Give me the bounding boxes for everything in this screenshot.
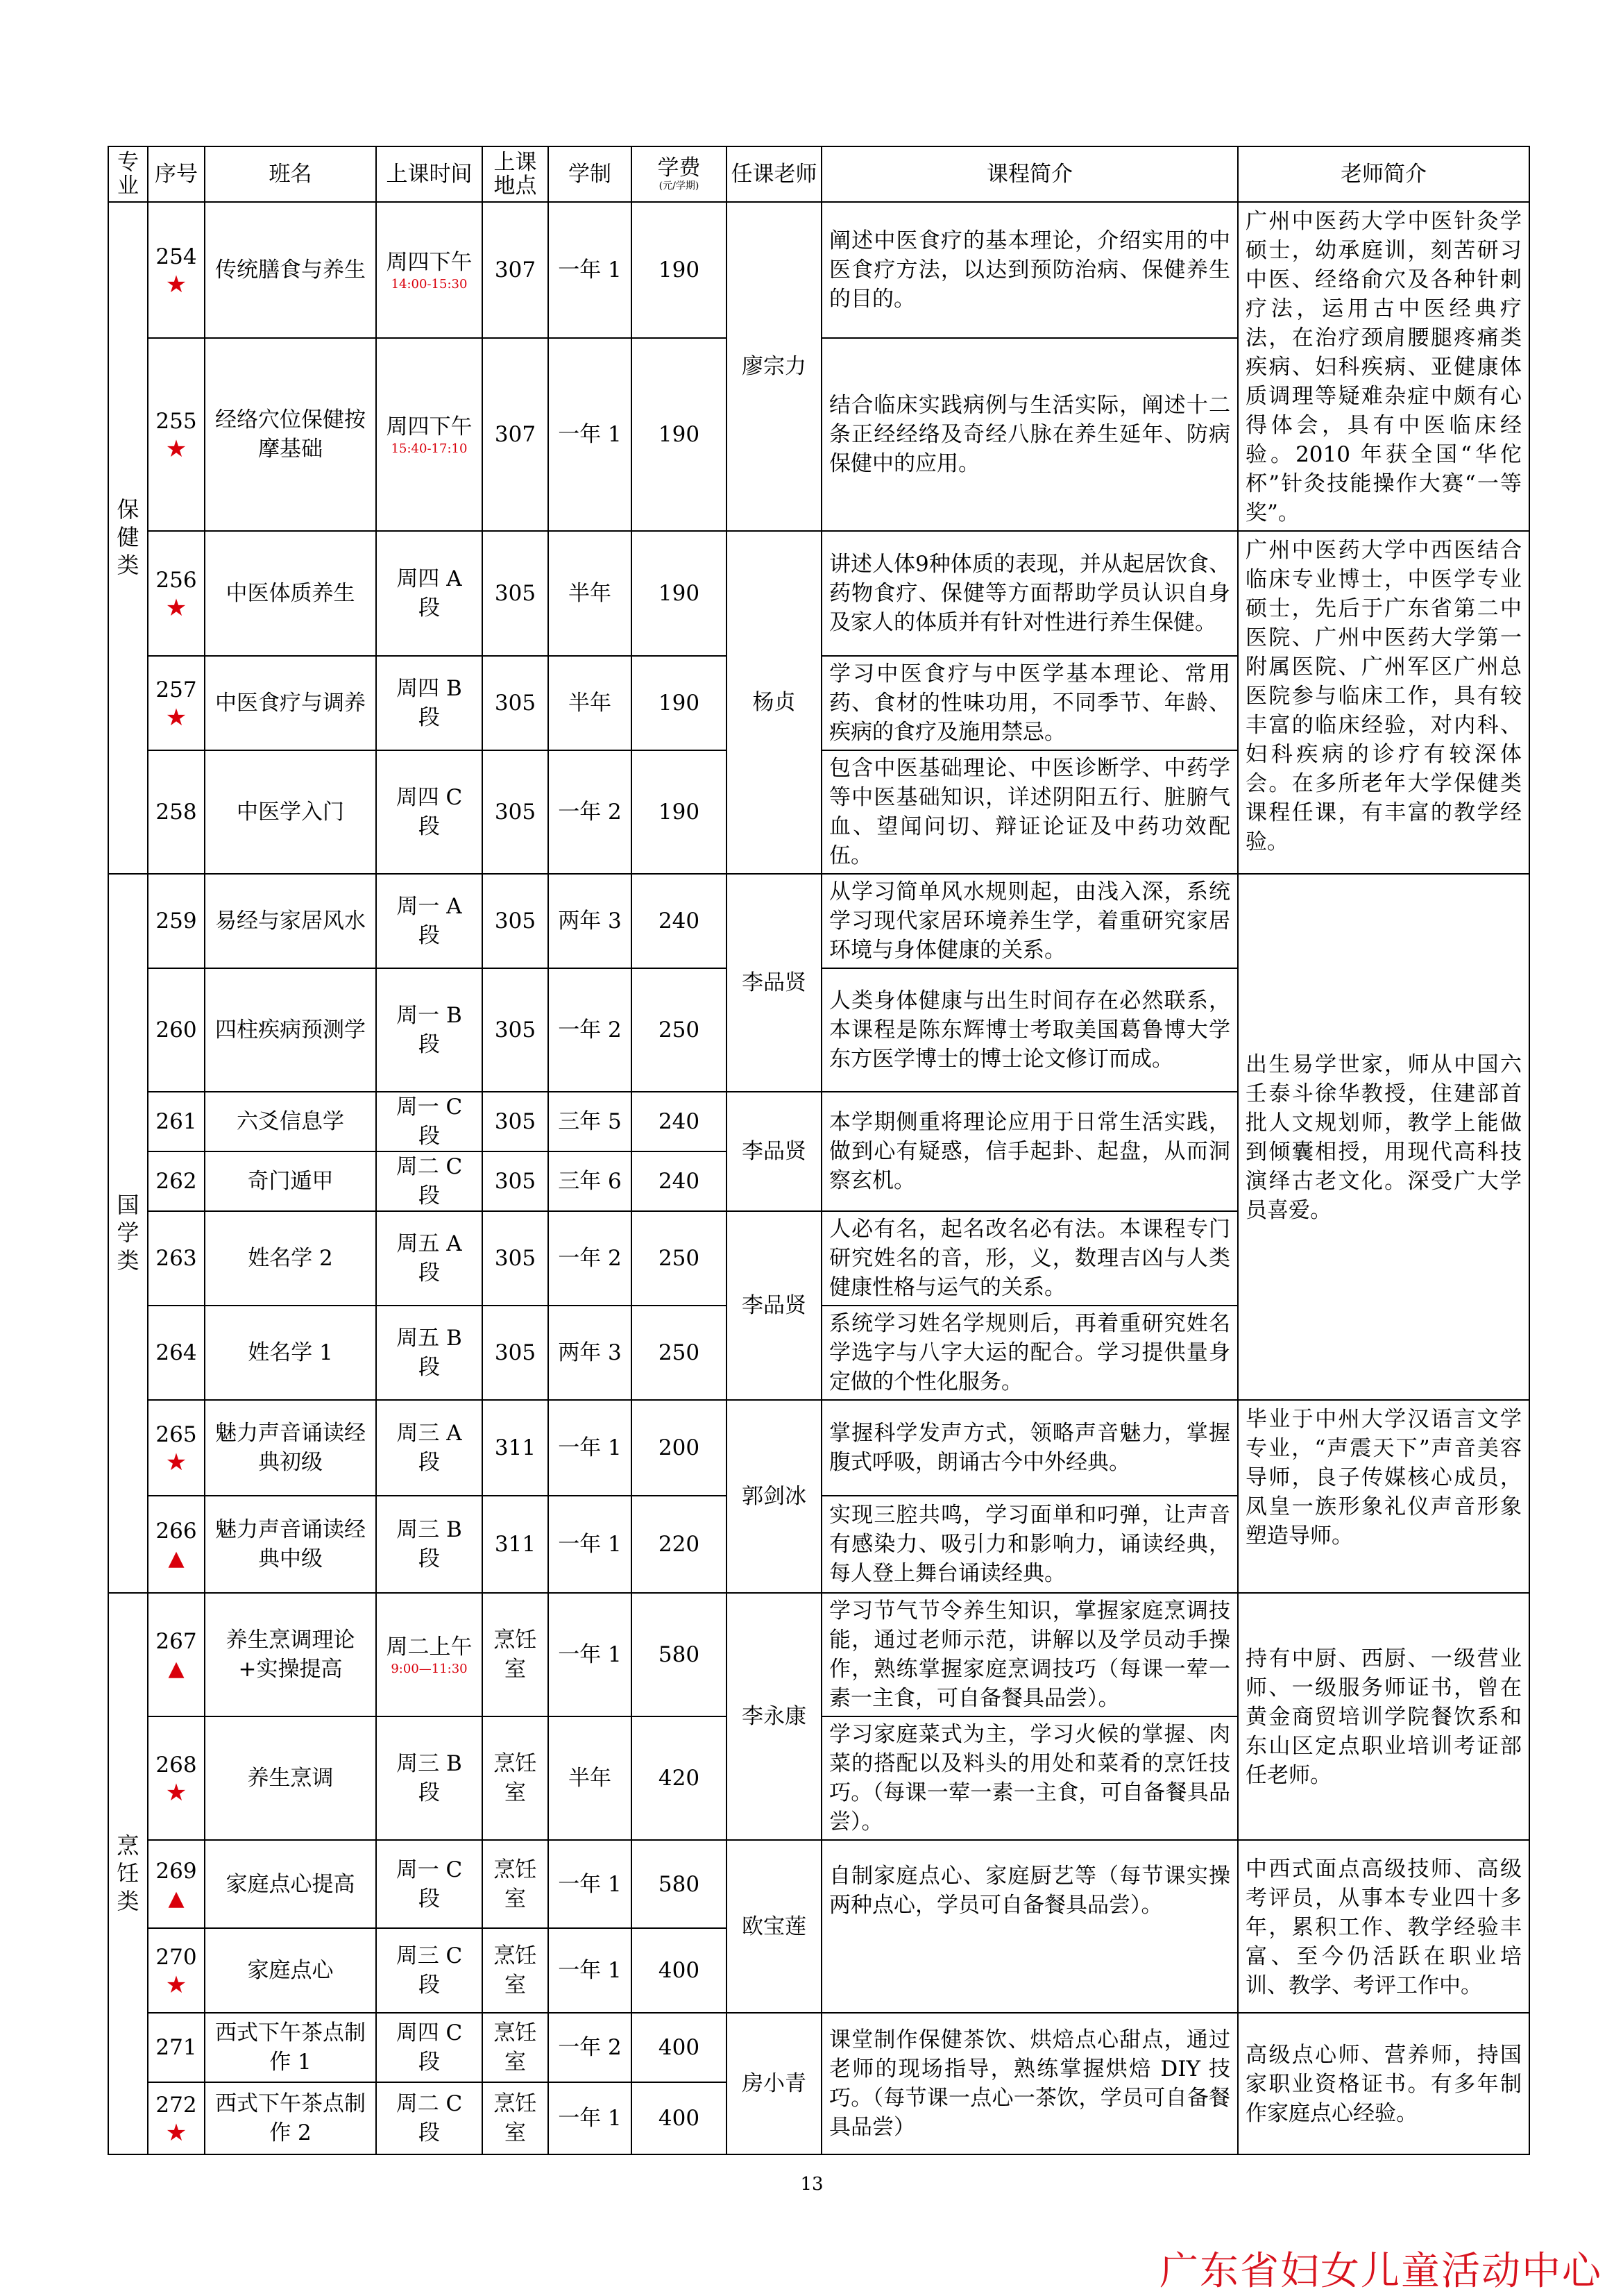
triangle-mark-icon: ▲ — [168, 1546, 185, 1571]
course-intro: 结合临床实践病例与生活实际，阐述十二条正经经络及奇经八脉在养生延年、防病保健中的应用。 — [822, 338, 1238, 531]
header-intro: 课程简介 — [822, 146, 1238, 202]
course-place: 烹饪室 — [482, 1928, 548, 2013]
course-name: 奇门遁甲 — [205, 1151, 376, 1211]
course-name: 四柱疾病预测学 — [205, 968, 376, 1092]
course-term: 一年 1 — [548, 2082, 631, 2154]
course-no — [148, 1716, 205, 1840]
course-no — [148, 338, 205, 531]
teacher-name: 李品贤 — [726, 1092, 822, 1211]
course-fee: 200 — [631, 1400, 726, 1496]
teacher-name: 房小青 — [726, 2013, 822, 2154]
course-term: 一年 2 — [548, 968, 631, 1092]
course-term: 一年 1 — [548, 1840, 631, 1928]
course-time-range: 15:40-17:10 — [391, 441, 468, 457]
course-time: 周四 B 段 — [376, 656, 482, 750]
header-no: 序号 — [148, 146, 205, 202]
course-name: 姓名学 2 — [205, 1211, 376, 1306]
course-no-text: 256 — [155, 568, 197, 593]
header-name: 班名 — [205, 146, 376, 202]
course-fee: 190 — [631, 531, 726, 656]
course-name: 传统膳食与养生 — [205, 202, 376, 338]
table-row — [108, 202, 1529, 338]
course-intro: 学习节气节令养生知识，掌握家庭烹调技能，通过老师示范，讲解以及学员动手操作，熟练掌握家庭烹调技巧（每课一荤一素一主食，可自备餐具品尝）。 — [822, 1593, 1238, 1716]
course-no: 262 — [148, 1151, 205, 1211]
course-term: 一年 1 — [548, 1593, 631, 1716]
course-time-text: 周四下午 — [386, 414, 473, 440]
course-no — [148, 1928, 205, 2013]
course-fee: 250 — [631, 1211, 726, 1306]
course-term: 一年 1 — [548, 202, 631, 338]
course-name: 魅力声音诵读经典中级 — [205, 1496, 376, 1593]
teacher-name: 廖宗力 — [726, 202, 822, 531]
course-name: 养生烹调 — [205, 1716, 376, 1840]
course-no: 263 — [148, 1211, 205, 1306]
star-mark-icon: ★ — [165, 1449, 187, 1476]
course-fee: 400 — [631, 1928, 726, 2013]
header-row — [108, 146, 1529, 202]
course-no: 258 — [148, 750, 205, 874]
course-no: 261 — [148, 1092, 205, 1151]
course-place: 307 — [482, 338, 548, 531]
course-intro: 阐述中医食疗的基本理论，介绍实用的中医食疗方法，以达到预防治病、保健养生的目的。 — [822, 202, 1238, 338]
course-intro: 实现三腔共鸣，学习面単和叼弹，让声音有感染力、吸引力和影响力，诵读经典，每人登上舞台诵读经典。 — [822, 1496, 1238, 1593]
course-fee: 240 — [631, 1092, 726, 1151]
course-time: 周四 A 段 — [376, 531, 482, 656]
course-fee: 580 — [631, 1593, 726, 1716]
course-time: 周五 A 段 — [376, 1211, 482, 1306]
table-row — [108, 531, 1529, 656]
header-time: 上课时间 — [376, 146, 482, 202]
course-place: 305 — [482, 968, 548, 1092]
course-term: 两年 3 — [548, 1306, 631, 1400]
course-intro: 自制家庭点心、家庭厨艺等（每节课实操两种点心，学员可自备餐具品尝）。 — [822, 1840, 1238, 2013]
course-place: 305 — [482, 1092, 548, 1151]
course-place: 311 — [482, 1496, 548, 1593]
course-term: 一年 1 — [548, 1928, 631, 2013]
course-no — [148, 1840, 205, 1928]
course-name: 家庭点心 — [205, 1928, 376, 2013]
star-mark-icon: ★ — [165, 1779, 187, 1807]
course-place: 305 — [482, 1151, 548, 1211]
course-name: 中医体质养生 — [205, 531, 376, 656]
course-fee: 580 — [631, 1840, 726, 1928]
course-time — [376, 338, 482, 531]
course-term: 半年 — [548, 656, 631, 750]
major-cell — [108, 202, 148, 874]
course-no-text: 255 — [155, 409, 197, 434]
course-name: 六爻信息学 — [205, 1092, 376, 1151]
course-intro: 讲述人体9种体质的表现，并从起居饮食、药物食疗、保健等方面帮助学员认识自身及家人的体质并有针对性进行养生保健。 — [822, 531, 1238, 656]
course-name: 家庭点心提高 — [205, 1840, 376, 1928]
course-fee: 190 — [631, 202, 726, 338]
header-fee-unit: (元/学期) — [658, 180, 699, 192]
organization-name: 广东省妇女儿童活动中心 — [1159, 2249, 1602, 2294]
course-no-text: 257 — [155, 677, 197, 702]
course-intro: 包含中医基础理论、中医诊断学、中药学等中医基础知识，详述阴阳五行、脏腑气血、望闻问切、辩证论证及中药功效配伍。 — [822, 750, 1238, 874]
course-time: 周一 B 段 — [376, 968, 482, 1092]
course-time: 周二 C 段 — [376, 2082, 482, 2154]
course-time: 周五 B 段 — [376, 1306, 482, 1400]
course-no — [148, 531, 205, 656]
teacher-intro: 广州中医药大学中西医结合临床专业博士，中医学专业硕士，先后于广东省第二中医院、广州中医药大学第一附属医院、广州军区广州总医院参与临床工作，具有较丰富的临床经验，对内科、妇科疾病的诊疗有较深体会。在多所老年大学保健类课程任课，有丰富的教学经验。 — [1238, 531, 1529, 874]
header-fee — [631, 146, 726, 202]
teacher-name: 杨贞 — [726, 531, 822, 874]
teacher-name: 李永康 — [726, 1593, 822, 1840]
course-term: 半年 — [548, 1716, 631, 1840]
course-intro: 学习家庭菜式为主，学习火候的掌握、肉菜的搭配以及料头的用处和菜肴的烹饪技巧。（每课一荤一素一主食，可自备餐具品尝）。 — [822, 1716, 1238, 1840]
course-fee: 250 — [631, 1306, 726, 1400]
course-term: 三年 6 — [548, 1151, 631, 1211]
table-row — [108, 2013, 1529, 2082]
star-mark-icon: ★ — [165, 271, 187, 299]
course-term: 三年 5 — [548, 1092, 631, 1151]
course-place: 307 — [482, 202, 548, 338]
header-term: 学制 — [548, 146, 631, 202]
course-intro: 人必有名，起名改名必有法。本课程专门研究姓名的音，形，义，数理吉凶与人类健康性格与运气的关系。 — [822, 1211, 1238, 1306]
course-place: 305 — [482, 1306, 548, 1400]
course-fee: 190 — [631, 656, 726, 750]
teacher-intro: 毕业于中州大学汉语言文学专业，“声震天下”声音美容导师，良子传媒核心成员，凤皇一族形象礼仪声音形象塑造导师。 — [1238, 1400, 1529, 1593]
course-intro: 本学期侧重将理论应用于日常生活实践，做到心有疑惑，信手起卦、起盘，从而洞察玄机。 — [822, 1092, 1238, 1211]
course-time-range: 14:00-15:30 — [391, 277, 468, 292]
course-term: 一年 2 — [548, 750, 631, 874]
major-label: 烹饪类 — [117, 1832, 139, 1914]
course-place: 烹饪室 — [482, 1716, 548, 1840]
course-time — [376, 202, 482, 338]
page-number: 13 — [800, 2174, 824, 2195]
course-name: 经络穴位保健按摩基础 — [205, 338, 376, 531]
course-no — [148, 1593, 205, 1716]
course-fee: 190 — [631, 338, 726, 531]
course-name: 中医食疗与调养 — [205, 656, 376, 750]
course-no — [148, 1400, 205, 1496]
course-time — [376, 1593, 482, 1716]
course-term: 一年 1 — [548, 338, 631, 531]
course-no-text: 265 — [155, 1422, 197, 1447]
teacher-name: 郭剑冰 — [726, 1400, 822, 1593]
course-time: 周三 B 段 — [376, 1496, 482, 1593]
header-major: 专业 — [108, 146, 148, 202]
course-no-text: 266 — [155, 1519, 197, 1544]
course-name: 易经与家居风水 — [205, 874, 376, 968]
major-cell — [108, 1593, 148, 2154]
triangle-mark-icon: ▲ — [168, 1886, 185, 1911]
course-no-text: 268 — [155, 1753, 197, 1778]
star-mark-icon: ★ — [165, 435, 187, 464]
major-label: 国学类 — [117, 1192, 139, 1274]
course-name: 魅力声音诵读经典初级 — [205, 1400, 376, 1496]
course-fee: 250 — [631, 968, 726, 1092]
course-term: 两年 3 — [548, 874, 631, 968]
course-no-text: 254 — [155, 244, 197, 270]
course-fee: 400 — [631, 2082, 726, 2154]
teacher-intro: 持有中厨、西厨、一级营业师、一级服务师证书，曾在黄金商贸培训学院餐饮系和东山区定点职业培训考证部任老师。 — [1238, 1593, 1529, 1840]
course-no-text: 270 — [155, 1945, 197, 1970]
teacher-name: 李品贤 — [726, 874, 822, 1092]
teacher-intro: 出生易学世家，师从中国六壬泰斗徐华教授，住建部首批人文规划师，教学上能做到倾囊相授，用现代高科技演绎古老文化。深受广大学员喜爱。 — [1238, 874, 1529, 1400]
course-time: 周二 C 段 — [376, 1151, 482, 1211]
course-fee: 190 — [631, 750, 726, 874]
teacher-intro: 广州中医药大学中医针灸学硕士，幼承庭训，刻苦研习中医、经络俞穴及各种针刺疗法，运用古中医经典疗法，在治疗颈肩腰腿疼痛类疾病、妇科疾病、亚健康体质调理等疑难杂症中颇有心得体会，具有中医临床经验。2010 年获全国“华佗杯”针灸技能操作大赛“一等奖”。 — [1238, 202, 1529, 531]
course-fee: 220 — [631, 1496, 726, 1593]
course-place: 烹饪室 — [482, 1593, 548, 1716]
course-time: 周三 C 段 — [376, 1928, 482, 2013]
course-term: 半年 — [548, 531, 631, 656]
course-fee: 240 — [631, 874, 726, 968]
course-place: 305 — [482, 750, 548, 874]
course-fee: 420 — [631, 1716, 726, 1840]
course-term: 一年 2 — [548, 1211, 631, 1306]
course-time-text: 周二上午 — [386, 1635, 473, 1660]
course-time: 周一 C 段 — [376, 1840, 482, 1928]
course-no — [148, 656, 205, 750]
course-term: 一年 1 — [548, 1400, 631, 1496]
triangle-mark-icon: ▲ — [168, 1657, 185, 1681]
course-intro: 课堂制作保健茶饮、烘焙点心甜点，通过老师的现场指导，熟练掌握烘焙 DIY 技巧。（每节课一点心一茶饮，学员可自备餐具品尝） — [822, 2013, 1238, 2154]
course-place: 烹饪室 — [482, 1840, 548, 1928]
course-intro: 学习中医食疗与中医学基本理论、常用药、食材的性味功用，不同季节、年龄、疾病的食疗及施用禁忌。 — [822, 656, 1238, 750]
course-time: 周四 C 段 — [376, 750, 482, 874]
course-name: 养生烹调理论+实操提高 — [205, 1593, 376, 1716]
course-place: 烹饪室 — [482, 2082, 548, 2154]
course-intro: 人类身体健康与出生时间存在必然联系，本课程是陈东辉博士考取美国葛鲁博大学东方医学博士的博士论文修订而成。 — [822, 968, 1238, 1092]
course-no-text: 269 — [155, 1858, 197, 1884]
course-place: 305 — [482, 656, 548, 750]
course-time: 周一 A 段 — [376, 874, 482, 968]
course-place: 311 — [482, 1400, 548, 1496]
course-name: 中医学入门 — [205, 750, 376, 874]
teacher-name: 欧宝莲 — [726, 1840, 822, 2013]
course-fee: 240 — [631, 1151, 726, 1211]
course-no: 264 — [148, 1306, 205, 1400]
course-no-text: 272 — [155, 2093, 197, 2118]
major-label: 保健类 — [117, 496, 139, 578]
course-name: 姓名学 1 — [205, 1306, 376, 1400]
course-no: 260 — [148, 968, 205, 1092]
star-mark-icon: ★ — [165, 1971, 187, 1999]
table-row — [108, 1400, 1529, 1496]
teacher-intro: 高级点心师、营养师，持国家职业资格证书。有多年制作家庭点心经验。 — [1238, 2013, 1529, 2154]
course-intro: 从学习简单风水规则起，由浅入深，系统学习现代家居环境养生学，着重研究家居环境与身体健康的关系。 — [822, 874, 1238, 968]
teacher-intro: 中西式面点高级技师、高级考评员，从事本专业四十多年，累积工作、教学经验丰富、至今仍活跃在职业培训、教学、考评工作中。 — [1238, 1840, 1529, 2013]
course-intro: 系统学习姓名学规则后，再着重研究姓名学选字与八字大运的配合。学习提供量身定做的个性化服务。 — [822, 1306, 1238, 1400]
star-mark-icon: ★ — [165, 704, 187, 732]
table-row — [108, 1840, 1529, 1928]
header-fee-label: 学费 — [657, 155, 701, 180]
course-place: 烹饪室 — [482, 2013, 548, 2082]
course-time: 周四 C 段 — [376, 2013, 482, 2082]
course-intro: 掌握科学发声方式，领略声音魅力，掌握腹式呼吸，朗诵古今中外经典。 — [822, 1400, 1238, 1496]
course-place: 305 — [482, 874, 548, 968]
course-name: 西式下午茶点制作 1 — [205, 2013, 376, 2082]
course-table — [108, 146, 1530, 2155]
header-teacher-intro: 老师简介 — [1238, 146, 1529, 202]
table-row — [108, 874, 1529, 968]
course-no — [148, 202, 205, 338]
course-time-text: 周四下午 — [386, 250, 473, 276]
course-no — [148, 1496, 205, 1593]
star-mark-icon: ★ — [165, 2119, 187, 2147]
course-place: 305 — [482, 531, 548, 656]
course-no: 259 — [148, 874, 205, 968]
course-name: 西式下午茶点制作 2 — [205, 2082, 376, 2154]
course-term: 一年 2 — [548, 2013, 631, 2082]
course-no-text: 267 — [155, 1629, 197, 1654]
course-no: 271 — [148, 2013, 205, 2082]
major-cell — [108, 874, 148, 1593]
teacher-name: 李品贤 — [726, 1211, 822, 1400]
course-time-range: 9:00—11:30 — [391, 1662, 468, 1676]
course-time: 周三 B 段 — [376, 1716, 482, 1840]
header-teacher: 任课老师 — [726, 146, 822, 202]
header-place: 上课地点 — [482, 146, 548, 202]
star-mark-icon: ★ — [165, 594, 187, 622]
course-fee: 400 — [631, 2013, 726, 2082]
course-time: 周三 A 段 — [376, 1400, 482, 1496]
course-term: 一年 1 — [548, 1496, 631, 1593]
course-no — [148, 2082, 205, 2154]
course-time: 周一 C 段 — [376, 1092, 482, 1151]
course-place: 305 — [482, 1211, 548, 1306]
table-row — [108, 1593, 1529, 1716]
